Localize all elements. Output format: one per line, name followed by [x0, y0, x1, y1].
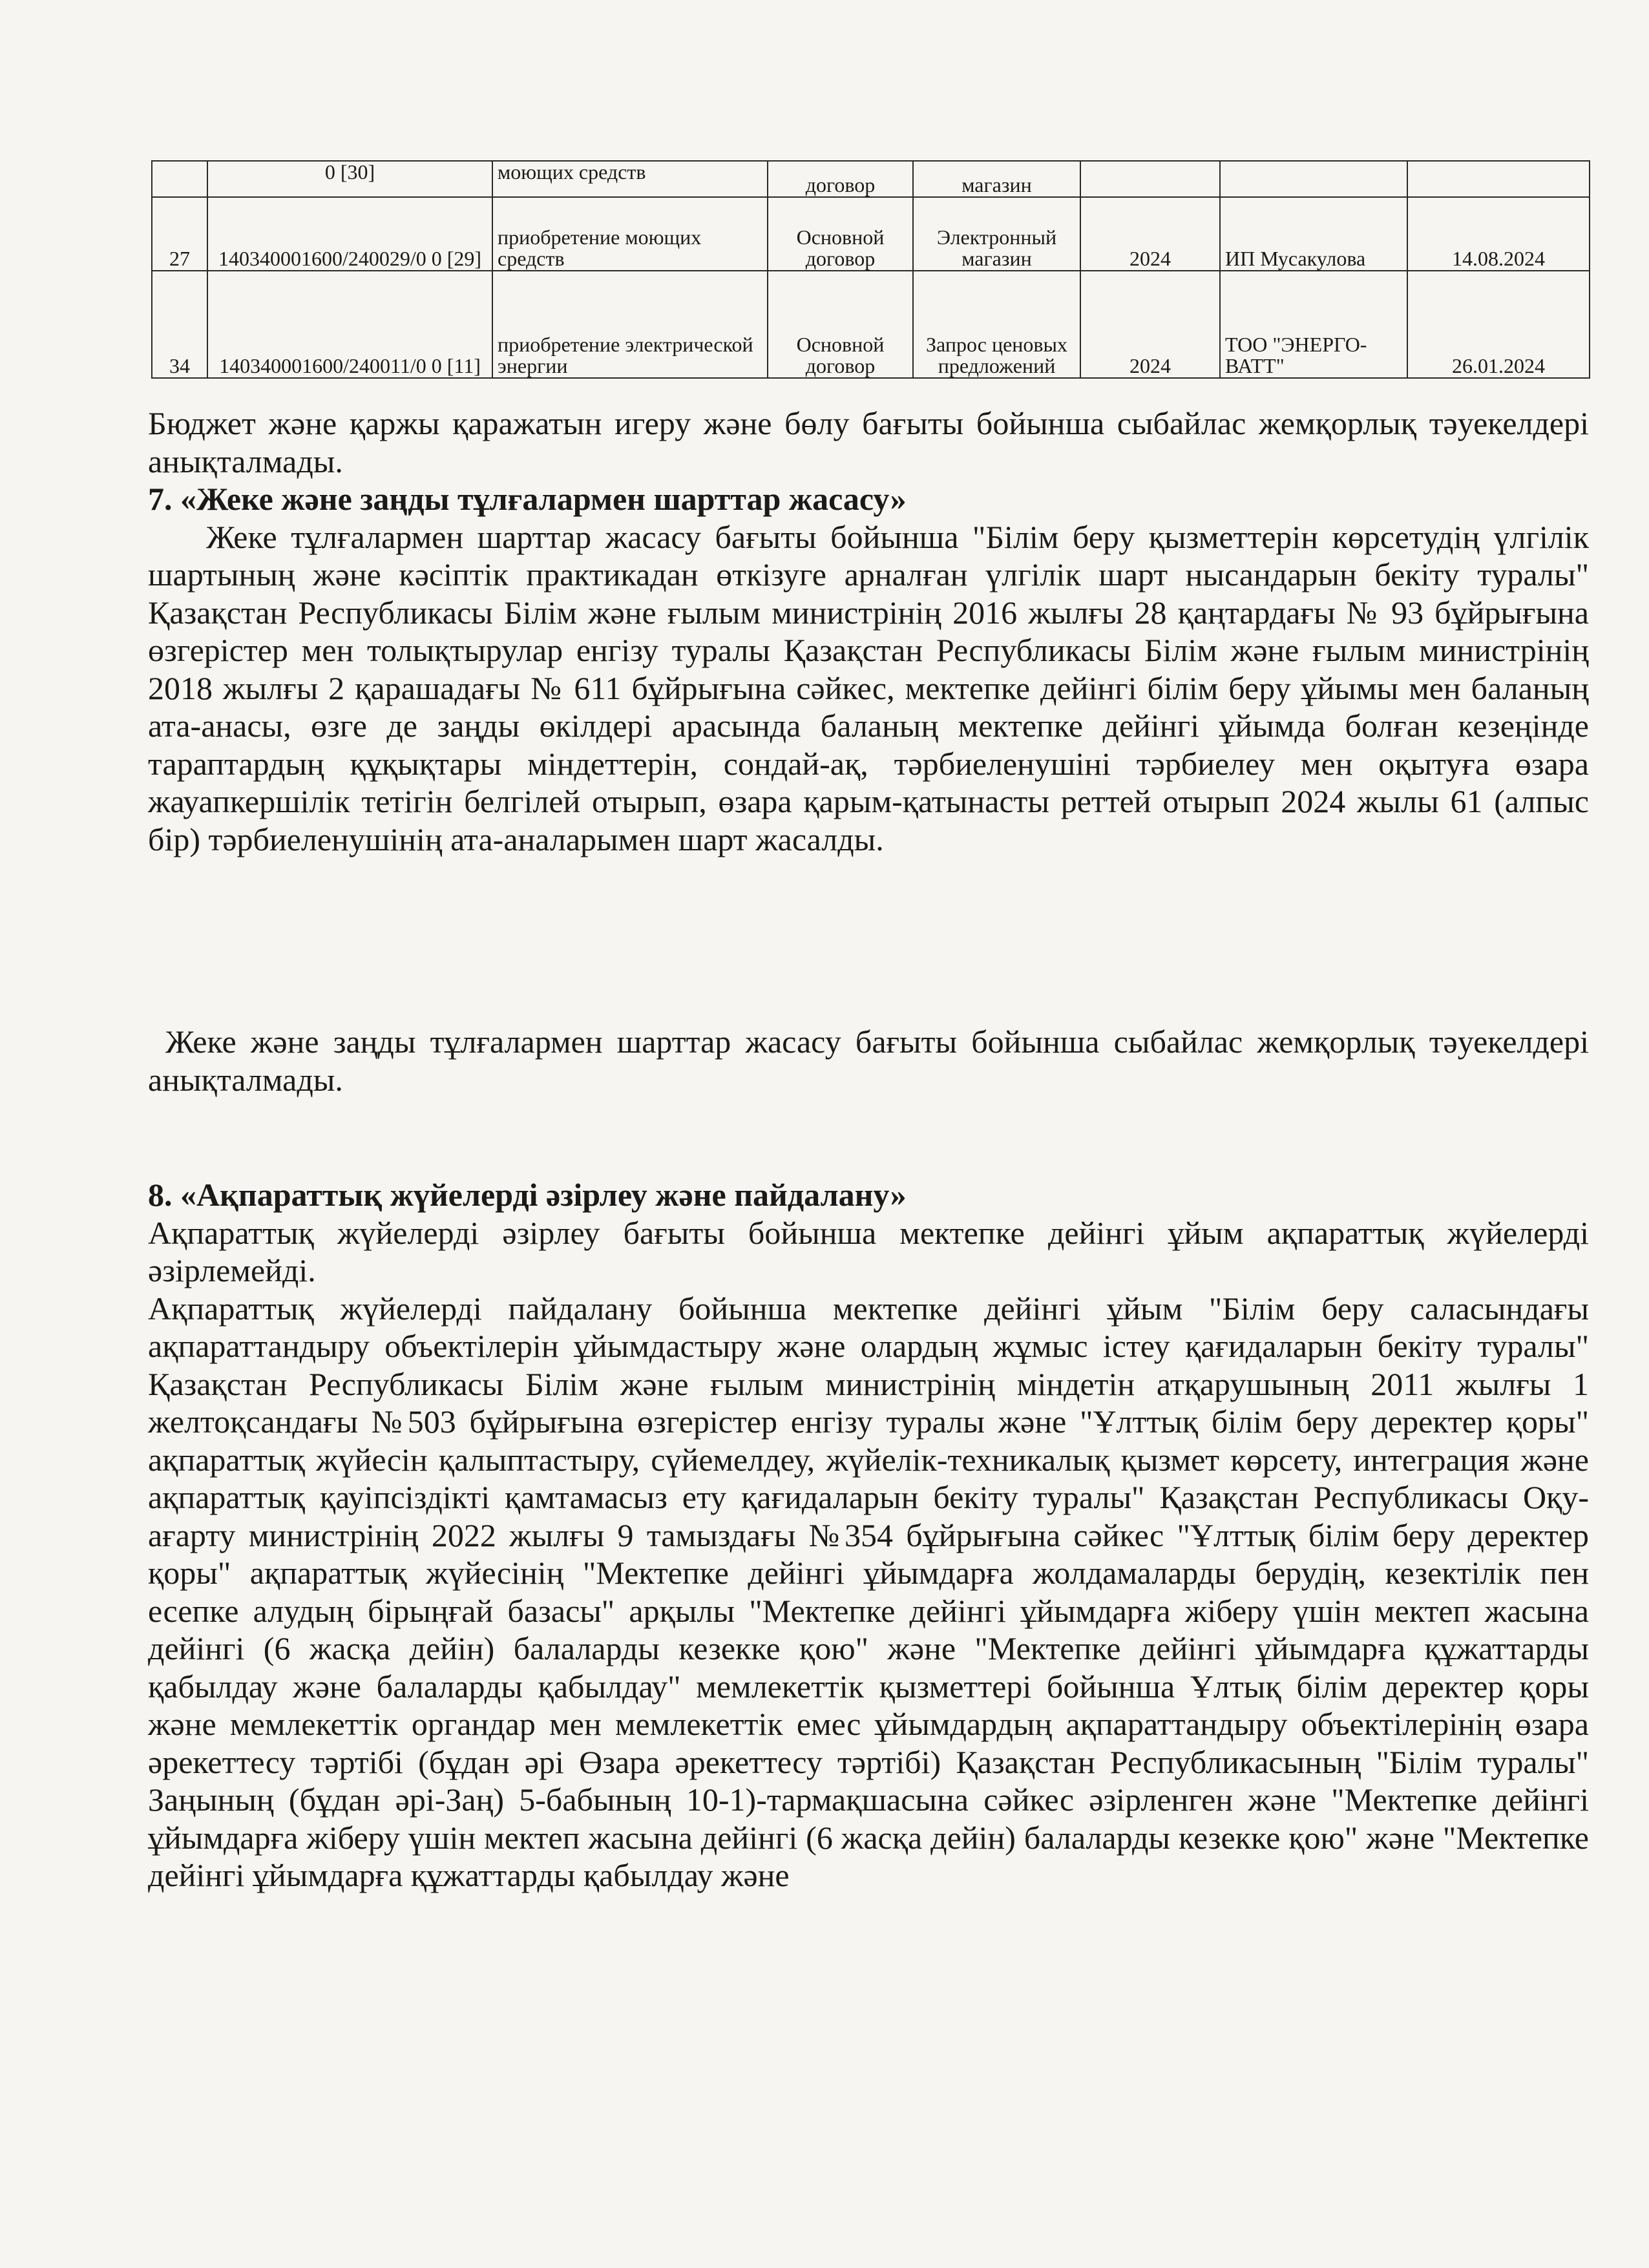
cell-date: 14.08.2024 [1407, 197, 1590, 271]
cell-type: Основной договор [768, 197, 913, 271]
cell-type: Основной договор [768, 271, 913, 378]
cell-subject: приобретение электрической энергии [492, 271, 768, 378]
procurement-table [151, 160, 1590, 379]
cell-num: 27 [152, 197, 207, 271]
table-row-partial [152, 161, 1590, 197]
cell-year: 2024 [1080, 197, 1220, 271]
text-block-budget [148, 404, 1589, 858]
cell-supplier: ИП Мусакулова [1220, 197, 1407, 271]
cell-num [152, 161, 207, 197]
cell-method: Электронный магазин [913, 197, 1080, 271]
section-7-heading: 7. «Жеке және заңды тұлғалармен шарттар жасасу» [148, 481, 907, 517]
cell-subject: приобретение моющих средств [492, 197, 768, 271]
cell-method: магазин [913, 161, 1080, 197]
cell-date: 26.01.2024 [1407, 271, 1590, 378]
cell-num: 34 [152, 271, 207, 378]
cell-year [1080, 161, 1220, 197]
section-7-paragraph: Жеке тұлғалармен шарттар жасасу бағыты бойынша "Білім беру қызметтерін көрсетудің үлгілік шартының және кәсіптік практикадан өткізуге арналған үлгілік шарт нысандарын бекіту туралы" Қазақстан Республикасы Білім және ғылым министрінің 2016 жылғы 28 қаңтардағы № 93 бұйрығына өзгерістер мен толықтырулар енгізу туралы Қазақстан Республикасы Білім және ғылым министрінің 2018 жылғы 2 қарашадағы № 611 бұйрығына сәйкес, мектепке дейінгі білім беру ұйымы мен баланың ата-анасы, өзге де заңды өкілдері арасында баланың мектепке дейінгі ұйымда болған кезеңінде тараптардың құқықтары міндеттерін, сондай-ақ, тәрбиеленушіні тәрбиелеу мен оқытуға өзара жауапкершілік тетігін белгілей отырып, өзара қарым-қатынасты реттей отырып 2024 жылы 61 (алпыс бір) тәрбиеленушінің ата-аналарымен шарт жасалды. [148, 518, 1589, 857]
cell-subject: моющих средств [492, 161, 768, 197]
paragraph-budget: Бюджет және қаржы қаражатын игеру және бөлу бағыты бойынша сыбайлас жемқорлық тәуекелдері анықталмады. [148, 405, 1589, 479]
cell-code: 0 [30] [207, 161, 492, 197]
cell-date [1407, 161, 1590, 197]
cell-year: 2024 [1080, 271, 1220, 378]
text-block-section7-conclusion [148, 1023, 1589, 1098]
text-block-section8 [148, 1176, 1589, 1895]
table-row [152, 271, 1590, 378]
cell-method: Запрос ценовых предложений [913, 271, 1080, 378]
cell-type: договор [768, 161, 913, 197]
cell-code: 140340001600/240029/0 0 [29] [207, 197, 492, 271]
cell-supplier [1220, 161, 1407, 197]
cell-code: 140340001600/240011/0 0 [11] [207, 271, 492, 378]
cell-supplier: ТОО "ЭНЕРГО-ВАТТ" [1220, 271, 1407, 378]
section-8-paragraph-1: Ақпараттық жүйелерді әзірлеу бағыты бойынша мектепке дейінгі ұйым ақпараттық жүйелерді әзірлемейді. [148, 1214, 1589, 1288]
table-row [152, 197, 1590, 271]
section-8-heading: 8. «Ақпараттық жүйелерді әзірлеу және пайдалану» [148, 1177, 907, 1213]
section-8-paragraph-2: Ақпараттық жүйелерді пайдалану бойынша мектепке дейінгі ұйым "Білім беру саласындағы ақпараттандыру объектілерін ұйымдастыру және олардың жұмыс істеу қағидаларын бекіту туралы" Қазақстан Республикасы Білім және ғылым министрінің міндетін атқарушының 2011 жылғы 1 желтоқсандағы №503 бұйрығына өзгерістер енгізу туралы және "Ұлттық білім беру деректер қоры" ақпараттық жүйесін қалыптастыру, сүйемелдеу, жүйелік-техникалық қызмет көрсету, интеграция және ақпараттық қауіпсіздікті қамтамасыз ету қағидаларын бекіту туралы" Қазақстан Республикасы Оқу-ағарту министрінің 2022 жылғы 9 тамыздағы №354 бұйрығына сәйкес "Ұлттық білім беру деректер қоры" ақпараттық жүйесінің "Мектепке дейінгі ұйымдарға жолдамаларды берудің, кезектілік пен есепке алудың бірыңғай базасы" арқылы "Мектепке дейінгі ұйымдарға жіберу үшін мектеп жасына дейінгі (6 жасқа дейін) балаларды кезекке қою" және "Мектепке дейінгі ұйымдарға құжаттарды қабылдау және балаларды қабылдау" мемлекеттік қызметтері бойынша Ұлтық білім деректер қоры және мемлекеттік органдар мен мемлекеттік емес ұйымдардың ақпараттандыру объектілерінің өзара әрекеттесу тәртібі (бұдан әрі Өзара әрекеттесу тәртібі) Қазақстан Республикасының "Білім туралы" Заңының (бұдан әрі-Заң) 5-бабының 10-1)-тармақшасына сәйкес әзірленген және "Мектепке дейінгі ұйымдарға жіберу үшін мектеп жасына дейінгі (6 жасқа дейін) балаларды кезекке қою" және "Мектепке дейінгі ұйымдарға құжаттарды қабылдау және [148, 1290, 1589, 1893]
section-7-conclusion: Жеке және заңды тұлғалармен шарттар жасасу бағыты бойынша сыбайлас жемқорлық тәуекелдері анықталмады. [148, 1024, 1589, 1098]
